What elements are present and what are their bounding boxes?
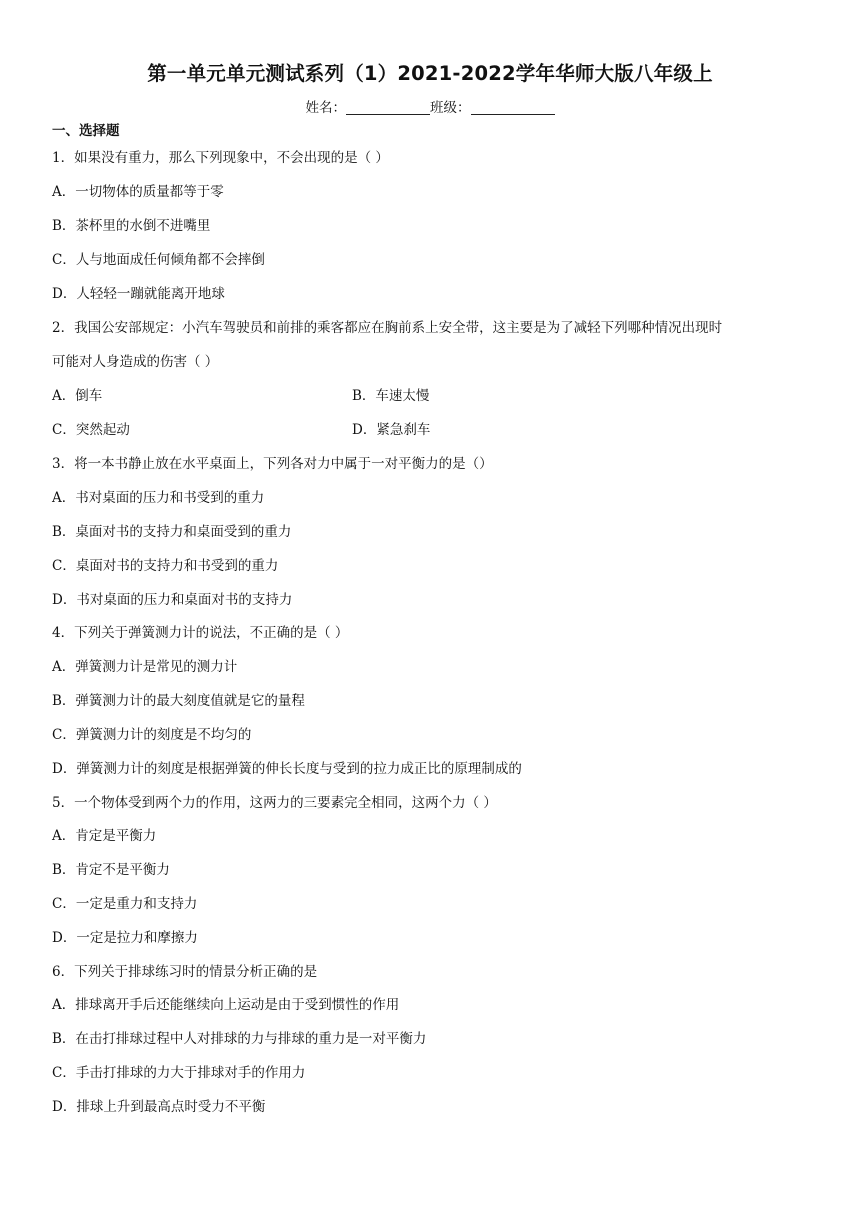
question-4-stem: 4．下列关于弹簧测力计的说法，不正确的是（ ） [52,625,349,641]
name-blank [346,100,430,115]
question-4-option-c: C．弹簧测力计的刻度是不均匀的 [52,727,252,743]
question-1-option-c: C．人与地面成任何倾角都不会摔倒 [52,252,265,268]
question-3-option-b: B．桌面对书的支持力和桌面受到的重力 [52,524,292,540]
question-5-option-a: A．肯定是平衡力 [52,828,157,844]
question-6-stem: 6．下列关于排球练习时的情景分析正确的是 [52,964,318,980]
question-2-option-a: A．倒车 [52,388,103,404]
question-2-option-d: D．紧急刹车 [352,422,431,438]
question-5-option-d: D．一定是拉力和摩擦力 [52,930,198,946]
class-blank [471,100,555,115]
question-4-option-b: B．弹簧测力计的最大刻度值就是它的量程 [52,693,305,709]
question-6-option-c: C．手击打排球的力大于排球对手的作用力 [52,1065,306,1081]
question-3-option-c: C．桌面对书的支持力和书受到的重力 [52,558,279,574]
question-2-stem-cont: 可能对人身造成的伤害（ ） [52,354,219,370]
exam-title: 第一单元单元测试系列（1）2021-2022学年华师大版八年级上 [147,62,713,85]
question-6-option-d: D．排球上升到最高点时受力不平衡 [52,1099,266,1115]
question-3-stem: 3．将一本书静止放在水平桌面上，下列各对力中属于一对平衡力的是（） [52,456,493,472]
section-heading: 一、选择题 [52,123,120,139]
question-5-option-b: B．肯定不是平衡力 [52,862,170,878]
question-5-option-c: C．一定是重力和支持力 [52,896,198,912]
class-label: 班级： [430,100,471,116]
question-1-option-b: B．茶杯里的水倒不进嘴里 [52,218,211,234]
question-5-stem: 5．一个物体受到两个力的作用，这两力的三要素完全相同，这两个力（ ） [52,795,497,811]
question-3-option-d: D．书对桌面的压力和桌面对书的支持力 [52,592,293,608]
question-1-stem: 1．如果没有重力，那么下列现象中，不会出现的是（ ） [52,150,389,166]
question-1-option-d: D．人轻轻一蹦就能离开地球 [52,286,225,302]
question-2-option-c: C．突然起动 [52,422,130,438]
student-info-line [0,98,860,118]
question-4-option-a: A．弹簧测力计是常见的测力计 [52,659,238,675]
question-2-stem: 2．我国公安部规定：小汽车驾驶员和前排的乘客都应在胸前系上安全带，这主要是为了减轻下列哪种情况出现时 [52,320,723,336]
question-1-option-a: A．一切物体的质量都等于零 [52,184,224,200]
name-label: 姓名： [305,100,346,116]
question-6-option-a: A．排球离开手后还能继续向上运动是由于受到惯性的作用 [52,997,400,1013]
question-4-option-d: D．弹簧测力计的刻度是根据弹簧的伸长长度与受到的拉力成正比的原理制成的 [52,761,522,777]
question-3-option-a: A．书对桌面的压力和书受到的重力 [52,490,265,506]
question-6-option-b: B．在击打排球过程中人对排球的力与排球的重力是一对平衡力 [52,1031,427,1047]
question-2-option-b: B．车速太慢 [352,388,430,404]
